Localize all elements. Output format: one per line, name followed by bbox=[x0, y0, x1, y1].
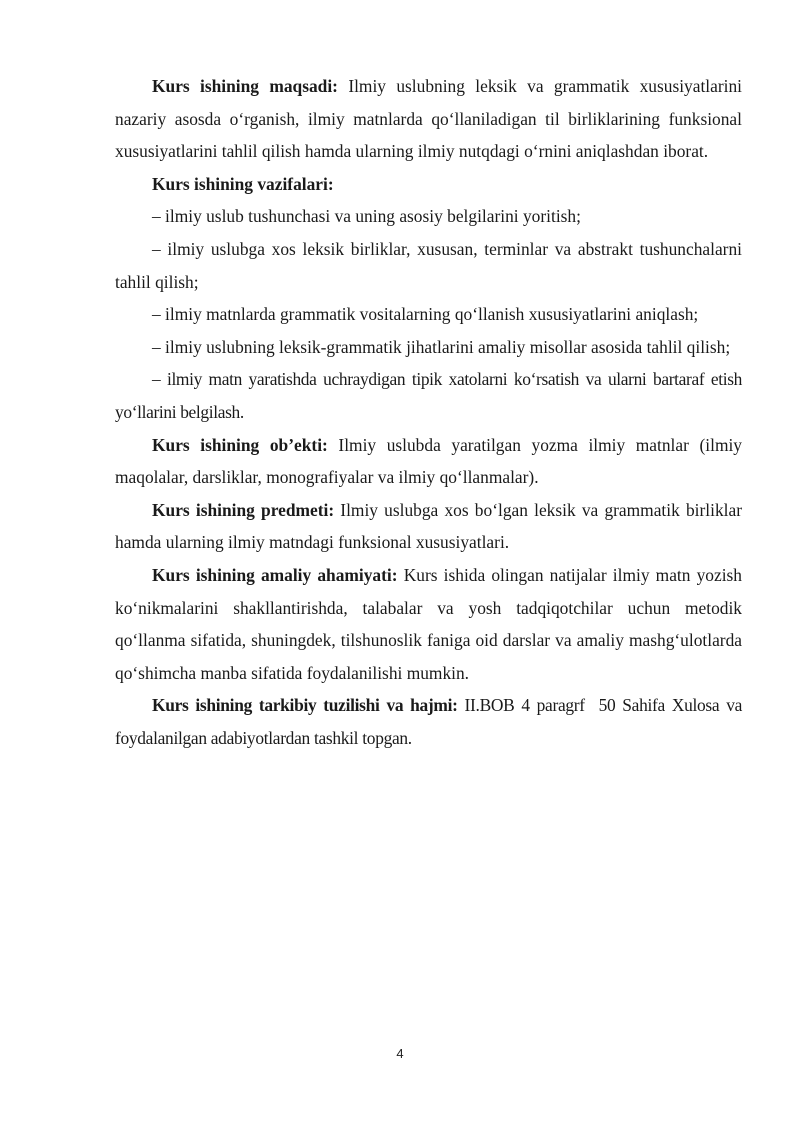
paragraph-tasks-heading bbox=[115, 168, 742, 201]
list-item bbox=[115, 331, 742, 364]
task-item-text: – ilmiy matnlarda grammatik vositalarning qo‘llanish xususiyatlarini aniqlash; bbox=[152, 304, 699, 325]
task-item-text: – ilmiy matn yaratishda uchraydigan tipik xatolarni ko‘rsatish va ularni bartaraf etish yo‘llarini belgilash. bbox=[115, 369, 742, 422]
heading-tasks: Kurs ishining vazifalari: bbox=[152, 173, 334, 194]
paragraph-goal bbox=[115, 70, 742, 168]
list-item bbox=[115, 363, 742, 428]
paragraph-practical-significance bbox=[115, 559, 742, 689]
task-item-text: – ilmiy uslubga xos leksik birliklar, xususan, terminlar va abstrakt tushunchalarni tahlil qilish; bbox=[115, 238, 742, 292]
heading-object: Kurs ishining ob’ekti: bbox=[152, 434, 328, 455]
task-item-text: – ilmiy uslub tushunchasi va uning asosiy belgilarini yoritish; bbox=[152, 206, 581, 227]
text-structure: II.BOB 4 paragrf 50 Sahifa Xulosa va foydalanilgan adabiyotlardan tashkil topgan. bbox=[115, 695, 747, 748]
list-item bbox=[115, 233, 742, 298]
paragraph-structure bbox=[115, 689, 747, 754]
text-practical-significance: Kurs ishida olingan natijalar ilmiy matn yozish ko‘nikmalarini shakllantirishda, talabalar va yosh tadqiqotchilar uchun metodik qo‘llanma sifatida, shuningdek, tilshunoslik faniga oid darslar va amaliy mashg‘ulotlarda qo‘shimcha manba sifatida foydalanilishi mumkin. bbox=[115, 564, 742, 683]
page-number: 4 bbox=[396, 1046, 404, 1061]
task-item-text: – ilmiy uslubning leksik-grammatik jihatlarini amaliy misollar asosida tahlil qilish; bbox=[152, 336, 731, 357]
heading-structure: Kurs ishining tarkibiy tuzilishi va hajmi: bbox=[152, 695, 458, 716]
heading-goal: Kurs ishining maqsadi: bbox=[152, 76, 338, 96]
document-page bbox=[115, 70, 747, 754]
heading-practical-significance: Kurs ishining amaliy ahamiyati: bbox=[152, 564, 398, 585]
paragraph-object bbox=[115, 429, 742, 494]
text-object: Ilmiy uslubda yaratilgan yozma ilmiy matnlar (ilmiy maqolalar, darsliklar, monografiyalar va ilmiy qo‘llanmalar). bbox=[115, 434, 743, 488]
heading-subject: Kurs ishining predmeti: bbox=[152, 499, 335, 520]
paragraph-subject bbox=[115, 494, 742, 559]
list-item bbox=[115, 200, 742, 233]
text-subject: Ilmiy uslubga xos bo‘lgan leksik va grammatik birliklar hamda ularning ilmiy matndagi funksional xususiyatlari. bbox=[115, 499, 742, 553]
list-item bbox=[115, 298, 742, 331]
text-goal: Ilmiy uslubning leksik va grammatik xususiyatlarini nazariy asosda o‘rganish, ilmiy matnlarda qo‘llaniladigan til birliklarining funksional xususiyatlarini tahlil qilish hamda ularning ilmiy nutqdagi o‘rnini aniqlashdan iborat. bbox=[115, 76, 743, 162]
